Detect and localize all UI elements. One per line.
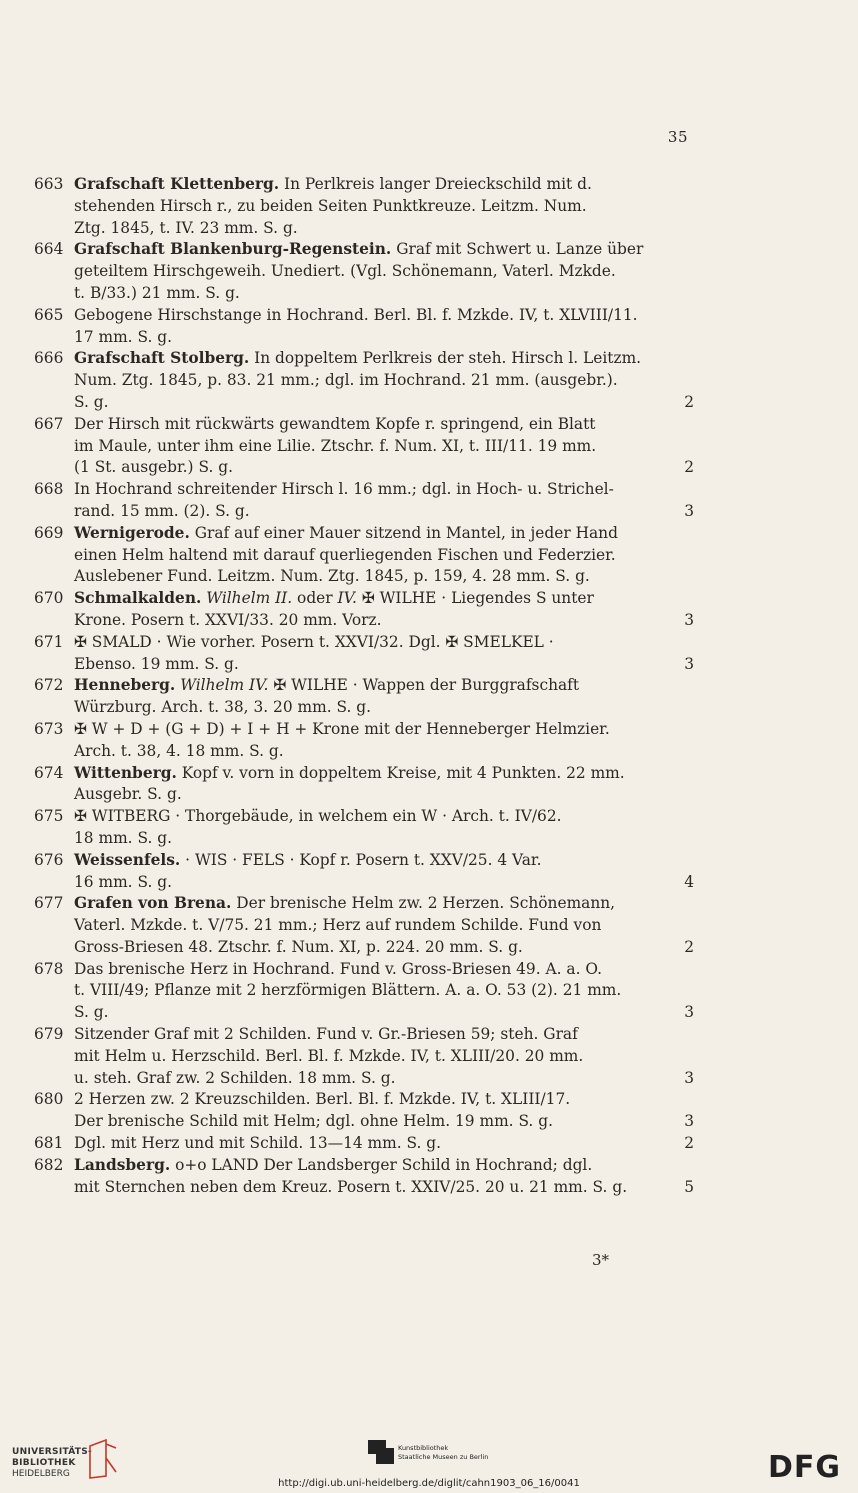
uni-line-2: BIBLIOTHEK [12, 1458, 76, 1468]
entry-text [74, 174, 694, 239]
line-text [74, 959, 602, 981]
entry-text [74, 1024, 694, 1089]
entry-text [74, 1155, 694, 1199]
entry-text [74, 719, 694, 763]
university-library-label [12, 1447, 92, 1480]
entry-line [74, 980, 694, 1002]
line-text [74, 1155, 592, 1177]
entry-line [74, 1046, 694, 1068]
entry-number: 680 [34, 1090, 64, 1109]
line-text [74, 806, 562, 828]
entry-line [74, 327, 694, 349]
line-text [74, 1177, 627, 1199]
line-text [74, 719, 610, 741]
entry-line [74, 872, 694, 894]
line-text [74, 545, 616, 567]
entry-number: 674 [34, 763, 64, 782]
text-run: ✠ WITBERG · Thorgebäude, in welchem ein W · Arch. t. IV/62. [74, 807, 562, 826]
line-text [74, 588, 594, 610]
line-text [74, 654, 239, 676]
text-run: 18 mm. S. g. [74, 828, 172, 847]
entry-heading: Wittenberg. [74, 763, 177, 782]
text-run: ✠ WILHE · Liegendes S unter [356, 589, 594, 608]
line-text [74, 937, 523, 959]
catalog-entry [34, 893, 694, 958]
text-run: ✠ WILHE · Wappen der Burggrafschaft [268, 676, 580, 695]
entry-number: 668 [34, 480, 64, 499]
entry-heading: Wernigerode. [74, 523, 190, 542]
university-logo-icon [86, 1438, 118, 1480]
text-run: Dgl. mit Herz und mit Schild. 13—14 mm. S. g. [74, 1134, 442, 1153]
entry-line [74, 370, 694, 392]
line-text [74, 784, 182, 806]
entry-line [74, 719, 694, 741]
entry-heading: Weissenfels. [74, 850, 181, 869]
entry-number: 678 [34, 959, 64, 978]
entry-line [74, 632, 694, 654]
line-text [74, 174, 592, 196]
ruler-name: IV. [337, 589, 357, 608]
kb-line-1: Kunstbibliothek [398, 1444, 449, 1452]
entry-text [74, 414, 694, 479]
text-run: In doppeltem Perlkreis der steh. Hirsch l. Leitzm. [249, 349, 642, 368]
entry-heading: Schmalkalden. [74, 589, 202, 608]
line-text [74, 915, 601, 937]
entry-number: 667 [34, 414, 64, 433]
rarity-grade: 4 [684, 872, 694, 891]
entry-line [74, 675, 694, 697]
entry-number: 681 [34, 1134, 64, 1153]
entry-line [74, 1089, 694, 1111]
rarity-grade: 3 [684, 1112, 694, 1131]
signature-mark: 3* [592, 1251, 610, 1269]
line-text [74, 239, 643, 261]
entry-heading: Grafschaft Blankenburg-Regenstein. [74, 240, 392, 259]
line-text [74, 632, 554, 654]
text-run: 2 Herzen zw. 2 Kreuzschilden. Berl. Bl. f. Mzkde. IV, t. XLIII/17. [74, 1090, 571, 1109]
entry-line [74, 654, 694, 676]
rarity-grade: 2 [684, 392, 694, 411]
entry-text [74, 479, 694, 523]
entry-line [74, 523, 694, 545]
entry-line [74, 392, 694, 414]
rarity-grade: 3 [684, 1003, 694, 1022]
line-text [74, 850, 542, 872]
line-text [74, 1068, 395, 1090]
entry-line [74, 196, 694, 218]
entry-heading: Grafschaft Klettenberg. [74, 175, 280, 193]
catalog-entry [34, 1089, 694, 1133]
entry-text [74, 850, 694, 894]
entry-text [74, 305, 694, 349]
text-run: Sitzender Graf mit 2 Schilden. Fund v. Gr.-Briesen 59; steh. Graf [74, 1025, 578, 1044]
text-run: o+o LAND Der Landsberger Schild in Hochrand; dgl. [170, 1155, 593, 1174]
text-run: geteiltem Hirschgeweih. Unediert. (Vgl. Schönemann, Vaterl. Mzkde. [74, 262, 616, 281]
entry-text [74, 348, 694, 413]
text-run: Gebogene Hirschstange in Hochrand. Berl. Bl. f. Mzkde. IV, t. XLVIII/11. [74, 305, 638, 324]
rarity-grade: 3 [684, 1068, 694, 1087]
entry-line [74, 1133, 694, 1155]
entry-text [74, 523, 694, 588]
line-text [74, 392, 109, 414]
text-run: stehenden Hirsch r., zu beiden Seiten Punktkreuze. Leitzm. Num. [74, 196, 587, 215]
catalog-entry [34, 414, 694, 479]
text-run: Ausgebr. S. g. [74, 785, 182, 804]
entry-line [74, 1002, 694, 1024]
text-run: Arch. t. 38, 4. 18 mm. S. g. [74, 741, 284, 760]
text-run: im Maule, unter ihm eine Lilie. Ztschr. f. Num. XI, t. III/11. 19 mm. [74, 436, 597, 455]
entry-number: 664 [34, 240, 64, 259]
line-text [74, 523, 618, 545]
line-text [74, 980, 621, 1002]
page-number: 35 [667, 128, 688, 146]
line-text [74, 1089, 570, 1111]
entry-line [74, 414, 694, 436]
catalog-entry [34, 719, 694, 763]
entry-number: 672 [34, 676, 64, 695]
line-text [74, 1002, 109, 1024]
entry-heading: Henneberg. [74, 676, 176, 695]
entry-line [74, 436, 694, 458]
entry-text [74, 806, 694, 850]
line-text [74, 872, 172, 894]
entry-line [74, 893, 694, 915]
text-run: ✠ W + D + (G + D) + I + H + Krone mit der Henneberger Helmzier. [74, 719, 610, 738]
text-run: In Hochrand schreitender Hirsch l. 16 mm.; dgl. in Hoch- u. Strichel- [74, 480, 614, 499]
rarity-grade: 2 [684, 1134, 694, 1153]
line-text [74, 1111, 553, 1133]
text-run: Num. Ztg. 1845, p. 83. 21 mm.; dgl. im Hochrand. 21 mm. (ausgebr.). [74, 371, 618, 390]
entry-line [74, 784, 694, 806]
line-text [74, 261, 616, 283]
line-text [74, 741, 284, 763]
text-run: Graf mit Schwert u. Lanze über [391, 240, 644, 259]
text-run: 16 mm. S. g. [74, 872, 172, 891]
catalog-entry [34, 959, 694, 1024]
catalog-entry [34, 1024, 694, 1089]
line-text [74, 196, 587, 218]
text-run: In Perlkreis langer Dreieckschild mit d. [279, 175, 592, 193]
text-run: einen Helm haltend mit darauf querliegenden Fischen und Federzier. [74, 545, 616, 564]
line-text [74, 763, 625, 785]
entry-line [74, 1024, 694, 1046]
entry-text [74, 1089, 694, 1133]
catalog-entry [34, 675, 694, 719]
text-run: mit Sternchen neben dem Kreuz. Posern t. XXIV/25. 20 u. 21 mm. S. g. [74, 1177, 628, 1196]
entry-line [74, 239, 694, 261]
entry-number: 671 [34, 632, 64, 651]
entry-line [74, 218, 694, 240]
line-text [74, 327, 172, 349]
entry-line [74, 545, 694, 567]
text-run: 17 mm. S. g. [74, 327, 172, 346]
text-run: Krone. Posern t. XXVI/33. 20 mm. Vorz. [74, 610, 382, 629]
entry-text [74, 763, 694, 807]
uni-line-1: UNIVERSITÄTS- [12, 1447, 93, 1457]
entry-line [74, 1177, 694, 1199]
entry-line [74, 1155, 694, 1177]
line-text [74, 457, 233, 479]
entry-line [74, 566, 694, 588]
rarity-grade: 5 [684, 1177, 694, 1196]
catalog-entry [34, 239, 694, 304]
catalog-entry [34, 523, 694, 588]
entry-line [74, 174, 694, 196]
kunstbibliothek-label [398, 1444, 488, 1462]
entry-line [74, 915, 694, 937]
entry-line [74, 828, 694, 850]
entry-number: 666 [34, 349, 64, 368]
catalog-entry [34, 763, 694, 807]
entry-line [74, 1068, 694, 1090]
text-run: Gross-Briesen 48. Ztschr. f. Num. XI, p. 224. 20 mm. S. g. [74, 937, 523, 956]
catalog-entry [34, 348, 694, 413]
catalog-entry [34, 479, 694, 523]
text-run: Ebenso. 19 mm. S. g. [74, 654, 239, 673]
entry-line [74, 697, 694, 719]
entry-text [74, 588, 694, 632]
kb-line-2: Staatliche Museen zu Berlin [398, 1453, 489, 1461]
line-text [74, 697, 371, 719]
entry-number: 682 [34, 1155, 64, 1174]
entry-line [74, 588, 694, 610]
entry-heading: Landsberg. [74, 1155, 171, 1174]
line-text [74, 566, 590, 588]
line-text [74, 610, 382, 632]
line-text [74, 218, 298, 240]
text-run: Ztg. 1845, t. IV. 23 mm. S. g. [74, 218, 298, 237]
entry-text [74, 239, 694, 304]
rarity-grade: 3 [684, 654, 694, 673]
catalog-entries [34, 174, 694, 1198]
text-run: · WIS · FELS · Kopf r. Posern t. XXV/25. 4 Var. [180, 850, 542, 869]
text-run: (1 St. ausgebr.) S. g. [74, 458, 233, 477]
line-text [74, 283, 240, 305]
line-text [74, 828, 172, 850]
entry-text [74, 893, 694, 958]
entry-line [74, 479, 694, 501]
text-run: S. g. [74, 392, 109, 411]
entry-heading: Grafen von Brena. [74, 894, 232, 913]
text-run: t. VIII/49; Pflanze mit 2 herzförmigen Blättern. A. a. O. 53 (2). 21 mm. [74, 981, 622, 1000]
line-text [74, 479, 614, 501]
entry-text [74, 632, 694, 676]
uni-line-3: HEIDELBERG [12, 1469, 70, 1479]
entry-line [74, 305, 694, 327]
text-run: Würzburg. Arch. t. 38, 3. 20 mm. S. g. [74, 698, 372, 717]
rarity-grade: 2 [684, 458, 694, 477]
entry-text [74, 1133, 694, 1155]
catalog-entry [34, 588, 694, 632]
entry-line [74, 348, 694, 370]
text-run: Vaterl. Mzkde. t. V/75. 21 mm.; Herz auf rundem Schilde. Fund von [74, 916, 602, 935]
entry-line [74, 283, 694, 305]
line-text [74, 1024, 578, 1046]
entry-number: 675 [34, 807, 64, 826]
entry-heading: Grafschaft Stolberg. [74, 349, 250, 368]
entry-text [74, 959, 694, 1024]
entry-number: 670 [34, 589, 64, 608]
entry-line [74, 261, 694, 283]
catalog-entry [34, 632, 694, 676]
kunstbibliothek-logo-icon [368, 1440, 394, 1464]
entry-number: 669 [34, 523, 64, 542]
line-text [74, 501, 250, 523]
entry-number: 673 [34, 719, 64, 738]
dfg-logo: DFG [768, 1450, 842, 1485]
text-run: Der Hirsch mit rückwärts gewandtem Kopfe r. springend, ein Blatt [74, 414, 596, 433]
entry-line [74, 457, 694, 479]
text-run: oder [292, 589, 338, 608]
text-run: Kopf v. vorn in doppeltem Kreise, mit 4 Punkten. 22 mm. [176, 763, 625, 782]
text-run: mit Helm u. Herzschild. Berl. Bl. f. Mzkde. IV, t. XLIII/20. 20 mm. [74, 1046, 584, 1065]
catalog-entry [34, 806, 694, 850]
catalog-entry [34, 1133, 694, 1155]
entry-line [74, 1111, 694, 1133]
entry-line [74, 937, 694, 959]
text-run: ✠ SMALD · Wie vorher. Posern t. XXVI/32. Dgl. ✠ SMELKEL · [74, 632, 554, 651]
line-text [74, 348, 641, 370]
entry-line [74, 959, 694, 981]
text-run: t. B/33.) 21 mm. S. g. [74, 283, 240, 302]
catalog-entry [34, 850, 694, 894]
entry-number: 677 [34, 894, 64, 913]
entry-line [74, 501, 694, 523]
text-run: rand. 15 mm. (2). S. g. [74, 501, 250, 520]
entry-number: 679 [34, 1025, 64, 1044]
text-run: Der brenische Helm zw. 2 Herzen. Schönemann, [231, 894, 616, 913]
line-text [74, 1046, 583, 1068]
catalog-entry [34, 305, 694, 349]
rarity-grade: 3 [684, 501, 694, 520]
rarity-grade: 3 [684, 610, 694, 629]
entry-line [74, 763, 694, 785]
text-run: Auslebener Fund. Leitzm. Num. Ztg. 1845, p. 159, 4. 28 mm. S. g. [74, 567, 590, 586]
entry-number: 663 [34, 175, 64, 193]
entry-line [74, 806, 694, 828]
ruler-name: Wilhelm IV. [180, 676, 269, 695]
line-text [74, 436, 596, 458]
line-text [74, 370, 618, 392]
entry-line [74, 741, 694, 763]
text-run: Der brenische Schild mit Helm; dgl. ohne Helm. 19 mm. S. g. [74, 1112, 553, 1131]
text-run: u. steh. Graf zw. 2 Schilden. 18 mm. S. g. [74, 1068, 396, 1087]
entry-number: 676 [34, 850, 64, 869]
entry-line [74, 610, 694, 632]
line-text [74, 305, 638, 327]
line-text [74, 1133, 441, 1155]
text-run: Graf auf einer Mauer sitzend in Mantel, in jeder Hand [189, 523, 618, 542]
line-text [74, 893, 615, 915]
catalog-entry [34, 174, 694, 239]
entry-line [74, 850, 694, 872]
catalog-entry [34, 1155, 694, 1199]
entry-number: 665 [34, 305, 64, 324]
rarity-grade: 2 [684, 937, 694, 956]
line-text [74, 675, 579, 697]
text-run: Das brenische Herz in Hochrand. Fund v. Gross-Briesen 49. A. a. O. [74, 959, 602, 978]
source-url[interactable]: http://digi.ub.uni-heidelberg.de/diglit/cahn1903_06_16/0041 [278, 1478, 580, 1489]
ruler-name: Wilhelm II. [206, 589, 293, 608]
text-run: S. g. [74, 1003, 109, 1022]
line-text [74, 414, 595, 436]
entry-text [74, 675, 694, 719]
